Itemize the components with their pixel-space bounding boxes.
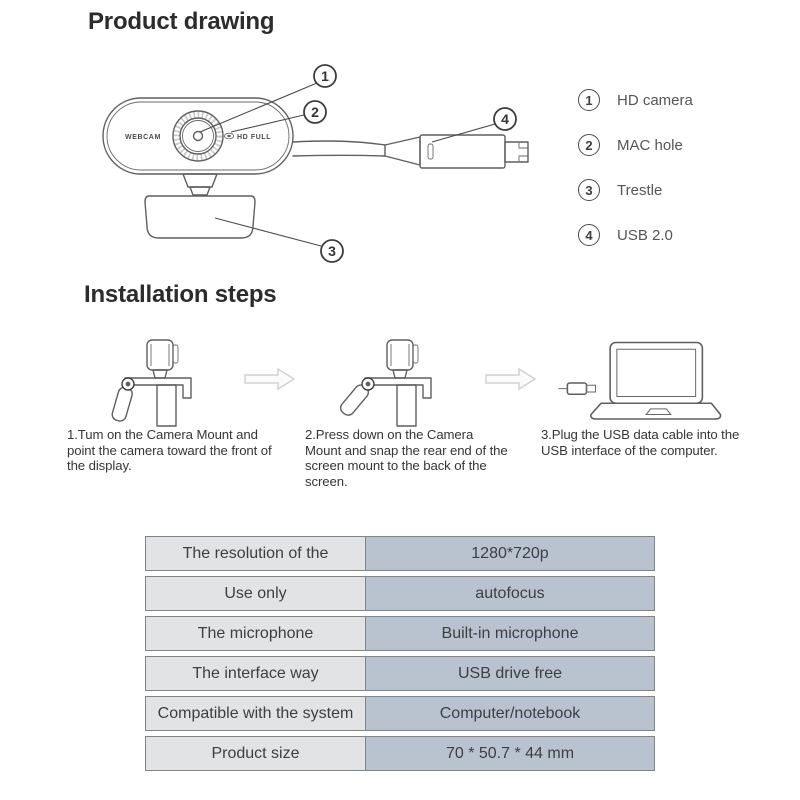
parts-legend	[578, 89, 693, 269]
spec-label-resolution: The resolution of the	[145, 536, 365, 571]
laptop-icon	[591, 343, 721, 420]
step1-clip-arm	[111, 386, 134, 423]
webcam-line-drawing	[95, 56, 555, 270]
table-row	[145, 536, 655, 571]
spec-label-size: Product size	[145, 736, 365, 771]
webcam-trestle	[145, 174, 255, 238]
legend-item-trestle	[578, 179, 693, 201]
step2-caption: 2.Press down on the Camera Mount and snap the rear end of the screen mount to the back of the screen.	[305, 427, 508, 489]
usb-connector	[420, 135, 528, 168]
legend-num-4: 4	[578, 224, 600, 246]
spec-label-compatible: Compatible with the system	[145, 696, 365, 731]
callout-line-4	[432, 124, 495, 142]
mic-hole-icon	[224, 133, 233, 139]
spec-value-resolution: 1280*720p	[365, 536, 655, 571]
callout-num-1: 1	[321, 68, 329, 84]
legend-num-3: 3	[578, 179, 600, 201]
step1-caption: 1.Tum on the Camera Mount and point the camera toward the front of the display.	[67, 427, 272, 473]
callout-num-2: 2	[311, 104, 319, 120]
step-arrow-1	[242, 364, 297, 394]
table-row	[145, 656, 655, 691]
usb-cable	[293, 137, 420, 165]
spec-label-interface: The interface way	[145, 656, 365, 691]
legend-item-hd-camera	[578, 89, 693, 111]
step2-mount-drawing	[335, 332, 450, 427]
legend-label-usb: USB 2.0	[617, 226, 673, 244]
step1-mount-drawing	[95, 332, 210, 427]
legend-item-usb	[578, 224, 693, 246]
callout-line-3	[215, 218, 321, 246]
usb-plug-icon	[558, 383, 595, 394]
installation-steps-title: Installation steps	[84, 281, 277, 308]
legend-num-1: 1	[578, 89, 600, 111]
legend-item-mac-hole	[578, 134, 693, 156]
webcam-brand-text: WEBCAM	[125, 134, 161, 141]
legend-label-hd-camera: HD camera	[617, 91, 693, 109]
step3-caption: 3.Plug the USB data cable into the USB interface of the computer.	[541, 427, 740, 458]
step-arrow-2	[483, 364, 538, 394]
spec-label-use-only: Use only	[145, 576, 365, 611]
legend-num-2: 2	[578, 134, 600, 156]
spec-value-use-only: autofocus	[365, 576, 655, 611]
callout-num-4: 4	[501, 111, 509, 127]
product-drawing-title: Product drawing	[88, 8, 275, 35]
table-row	[145, 616, 655, 651]
legend-label-mac-hole: MAC hole	[617, 136, 683, 154]
hd-full-text: HD FULL	[237, 134, 272, 141]
legend-label-trestle: Trestle	[617, 181, 663, 199]
spec-table	[145, 536, 655, 776]
spec-value-compatible: Computer/notebook	[365, 696, 655, 731]
spec-label-microphone: The microphone	[145, 616, 365, 651]
spec-value-interface: USB drive free	[365, 656, 655, 691]
callout-line-1	[200, 83, 317, 132]
callout-num-3: 3	[328, 243, 336, 259]
table-row	[145, 576, 655, 611]
webcam-lens	[173, 111, 223, 161]
table-row	[145, 736, 655, 771]
step3-laptop-drawing	[553, 338, 728, 428]
spec-value-microphone: Built-in microphone	[365, 616, 655, 651]
table-row	[145, 696, 655, 731]
spec-value-size: 70 * 50.7 * 44 mm	[365, 736, 655, 771]
